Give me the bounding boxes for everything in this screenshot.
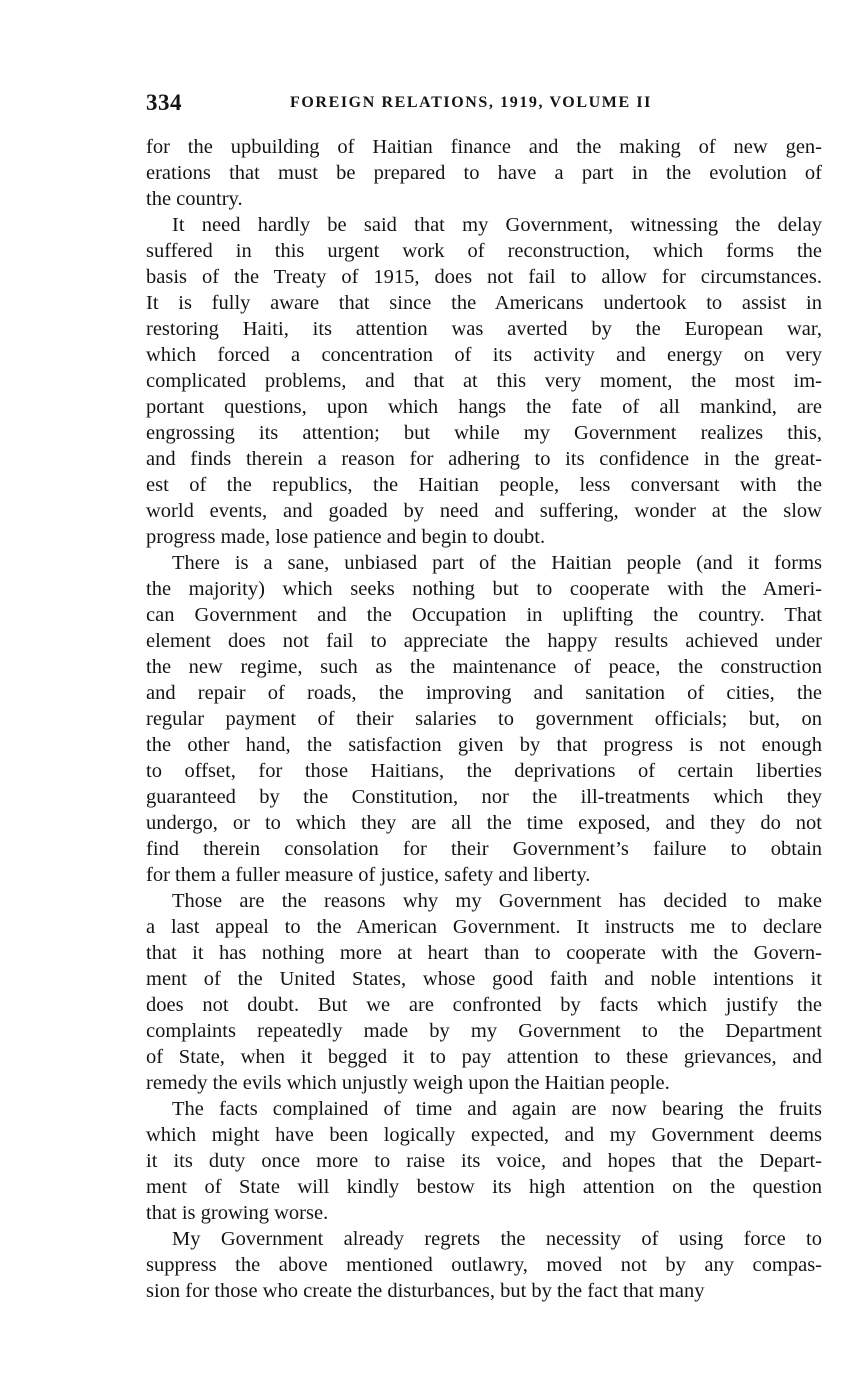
text-line: There is a sane, unbiased part of the Haitian people (and it forms bbox=[172, 552, 822, 574]
text-line: which forced a concentration of its activity and energy on very bbox=[146, 344, 822, 366]
text-line: It need hardly be said that my Government, witnessing the delay bbox=[172, 214, 822, 236]
text-line: complaints repeatedly made by my Government to the Department bbox=[146, 1020, 822, 1042]
text-line: of State, when it begged it to pay attention to these grievances, and bbox=[146, 1046, 822, 1068]
text-line: sion for those who create the disturbances, but by the fact that many bbox=[146, 1280, 705, 1302]
text-line: that is growing worse. bbox=[146, 1202, 329, 1224]
text-line: the majority) which seeks nothing but to cooperate with the Ameri- bbox=[146, 578, 822, 600]
paragraph bbox=[146, 1226, 822, 1304]
text-line: suffered in this urgent work of reconstruction, which forms the bbox=[146, 240, 822, 262]
paragraph bbox=[146, 888, 822, 1096]
text-line: erations that must be prepared to have a part in the evolution of bbox=[146, 162, 822, 184]
text-line: remedy the evils which unjustly weigh upon the Haitian people. bbox=[146, 1072, 670, 1094]
text-line: guaranteed by the Constitution, nor the ill-treatments which they bbox=[146, 786, 822, 808]
paragraph bbox=[146, 1096, 822, 1226]
text-line: to offset, for those Haitians, the deprivations of certain liberties bbox=[146, 760, 822, 782]
page-number: 334 bbox=[146, 90, 182, 115]
text-line: portant questions, upon which hangs the fate of all mankind, are bbox=[146, 396, 822, 418]
text-line: and repair of roads, the improving and sanitation of cities, the bbox=[146, 682, 822, 704]
text-line: the country. bbox=[146, 188, 243, 210]
text-line: My Government already regrets the necessity of using force to bbox=[172, 1228, 822, 1250]
paragraph bbox=[146, 550, 822, 888]
text-line: progress made, lose patience and begin to doubt. bbox=[146, 526, 546, 548]
text-line: world events, and goaded by need and suffering, wonder at the slow bbox=[146, 500, 822, 522]
text-line: can Government and the Occupation in uplifting the country. That bbox=[146, 604, 822, 626]
text-line: ment of State will kindly bestow its high attention on the question bbox=[146, 1176, 822, 1198]
text-line: undergo, or to which they are all the time exposed, and they do not bbox=[146, 812, 822, 834]
text-line: which might have been logically expected, and my Government deems bbox=[146, 1124, 822, 1146]
text-line: complicated problems, and that at this very moment, the most im- bbox=[146, 370, 822, 392]
text-line: the other hand, the satisfaction given by that progress is not enough bbox=[146, 734, 822, 756]
running-title: FOREIGN RELATIONS, 1919, VOLUME II bbox=[290, 94, 652, 111]
text-line: for the upbuilding of Haitian finance and the making of new gen- bbox=[146, 136, 822, 158]
text-line: The facts complained of time and again are now bearing the fruits bbox=[172, 1098, 822, 1120]
text-line: for them a fuller measure of justice, safety and liberty. bbox=[146, 864, 591, 886]
text-line: regular payment of their salaries to government officials; but, on bbox=[146, 708, 822, 730]
text-line: the new regime, such as the maintenance of peace, the construction bbox=[146, 656, 822, 678]
text-line: element does not fail to appreciate the happy results achieved under bbox=[146, 630, 822, 652]
text-line: basis of the Treaty of 1915, does not fail to allow for circumstances. bbox=[146, 266, 822, 288]
running-head bbox=[146, 90, 822, 122]
text-line: and finds therein a reason for adhering to its confidence in the great- bbox=[146, 448, 822, 470]
text-line: est of the republics, the Haitian people, less conversant with the bbox=[146, 474, 822, 496]
text-line: restoring Haiti, its attention was averted by the European war, bbox=[146, 318, 822, 340]
text-line: it its duty once more to raise its voice, and hopes that the Depart- bbox=[146, 1150, 822, 1172]
text-line: find therein consolation for their Government’s failure to obtain bbox=[146, 838, 822, 860]
text-line: that it has nothing more at heart than to cooperate with the Govern- bbox=[146, 942, 822, 964]
text-line: engrossing its attention; but while my Government realizes this, bbox=[146, 422, 822, 444]
text-line: a last appeal to the American Government. It instructs me to declare bbox=[146, 916, 822, 938]
text-line: does not doubt. But we are confronted by facts which justify the bbox=[146, 994, 822, 1016]
text-line: It is fully aware that since the Americans undertook to assist in bbox=[146, 292, 822, 314]
text-line: ment of the United States, whose good faith and noble intentions it bbox=[146, 968, 822, 990]
text-line: Those are the reasons why my Government has decided to make bbox=[172, 890, 822, 912]
paragraph bbox=[146, 212, 822, 550]
text-line: suppress the above mentioned outlawry, moved not by any compas- bbox=[146, 1254, 822, 1276]
body-text bbox=[146, 134, 822, 1304]
paragraph bbox=[146, 134, 822, 212]
